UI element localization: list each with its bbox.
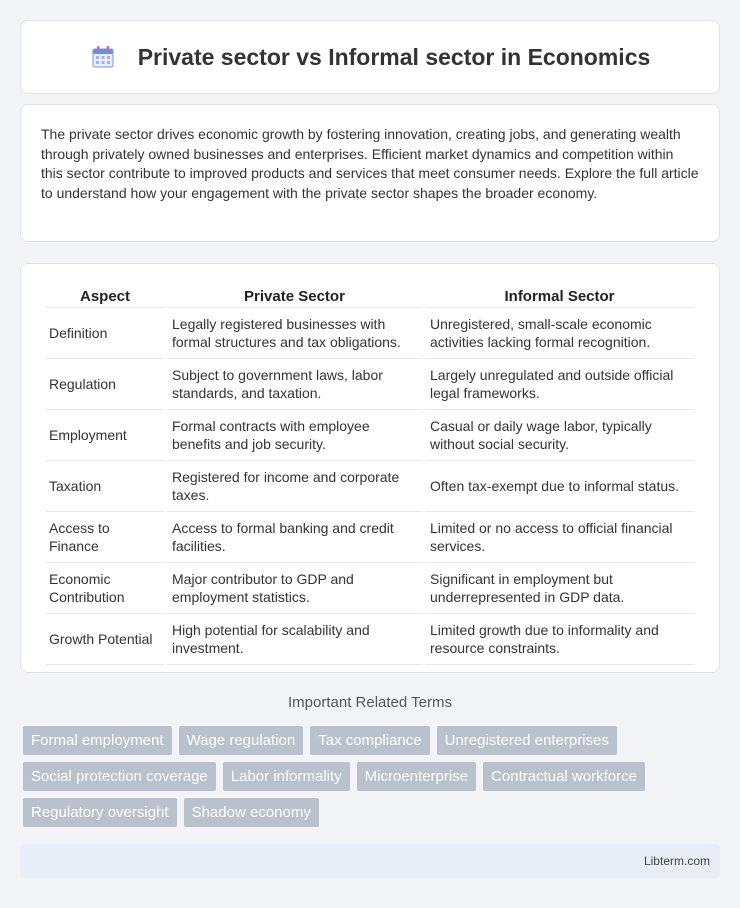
footer-site-link[interactable]: Libterm.com xyxy=(643,854,710,868)
related-term-tag[interactable]: Microenterprise xyxy=(357,762,476,791)
table-row xyxy=(46,308,694,359)
table-row xyxy=(46,359,694,410)
related-term-tag[interactable]: Unregistered enterprises xyxy=(437,726,617,755)
table-row xyxy=(46,461,694,512)
table-row xyxy=(46,512,694,563)
private-sector-cell: Formal contracts with employee benefits and job security. xyxy=(167,410,422,461)
informal-sector-cell: Limited growth due to informality and resource constraints. xyxy=(425,614,694,665)
related-term-tag[interactable]: Shadow economy xyxy=(184,798,319,827)
informal-sector-cell: Limited or no access to official financial services. xyxy=(425,512,694,563)
comparison-table xyxy=(43,282,697,665)
private-sector-cell: High potential for scalability and investment. xyxy=(167,614,422,665)
table-row xyxy=(46,563,694,614)
related-term-tag[interactable]: Contractual workforce xyxy=(483,762,645,791)
related-term-tag[interactable]: Labor informality xyxy=(223,762,350,791)
private-sector-cell: Major contributor to GDP and employment statistics. xyxy=(167,563,422,614)
aspect-cell: Employment xyxy=(46,410,164,461)
private-sector-cell: Access to formal banking and credit facilities. xyxy=(167,512,422,563)
aspect-cell: Access to Finance xyxy=(46,512,164,563)
informal-sector-cell: Unregistered, small-scale economic activities lacking formal recognition. xyxy=(425,308,694,359)
related-terms-title: Important Related Terms xyxy=(288,694,452,711)
header-card xyxy=(20,20,720,94)
aspect-cell: Definition xyxy=(46,308,164,359)
table-row xyxy=(46,614,694,665)
intro-card xyxy=(20,104,720,242)
calendar-icon xyxy=(90,44,116,70)
intro-text: The private sector drives economic growth by fostering innovation, creating jobs, and generating wealth through privately owned businesses and enterprises. Efficient market dynamics and competition within this sector contribute to improved products and services that meet consumer needs. Explore the full article to understand how your engagement with the private sector shapes the broader economy. xyxy=(41,126,699,201)
aspect-cell: Economic Contribution xyxy=(46,563,164,614)
related-term-tag[interactable]: Tax compliance xyxy=(310,726,429,755)
column-header: Private Sector xyxy=(167,282,422,308)
page-title: Private sector vs Informal sector in Economics xyxy=(137,43,651,70)
table-row xyxy=(46,410,694,461)
related-term-tag[interactable]: Regulatory oversight xyxy=(23,798,177,827)
related-term-tag[interactable]: Social protection coverage xyxy=(23,762,216,791)
related-term-tag[interactable]: Formal employment xyxy=(23,726,172,755)
private-sector-cell: Legally registered businesses with formal structures and tax obligations. xyxy=(167,308,422,359)
table-header-row xyxy=(46,282,694,308)
comparison-table-card xyxy=(20,263,720,673)
related-term-tag[interactable]: Wage regulation xyxy=(179,726,304,755)
informal-sector-cell: Largely unregulated and outside official legal frameworks. xyxy=(425,359,694,410)
aspect-cell: Regulation xyxy=(46,359,164,410)
aspect-cell: Growth Potential xyxy=(46,614,164,665)
private-sector-cell: Subject to government laws, labor standards, and taxation. xyxy=(167,359,422,410)
informal-sector-cell: Casual or daily wage labor, typically without social security. xyxy=(425,410,694,461)
column-header: Informal Sector xyxy=(425,282,694,308)
footer xyxy=(20,844,720,878)
related-terms-list xyxy=(23,726,703,827)
informal-sector-cell: Often tax-exempt due to informal status. xyxy=(425,461,694,512)
aspect-cell: Taxation xyxy=(46,461,164,512)
informal-sector-cell: Significant in employment but underrepresented in GDP data. xyxy=(425,563,694,614)
private-sector-cell: Registered for income and corporate taxes. xyxy=(167,461,422,512)
column-header: Aspect xyxy=(46,282,164,308)
